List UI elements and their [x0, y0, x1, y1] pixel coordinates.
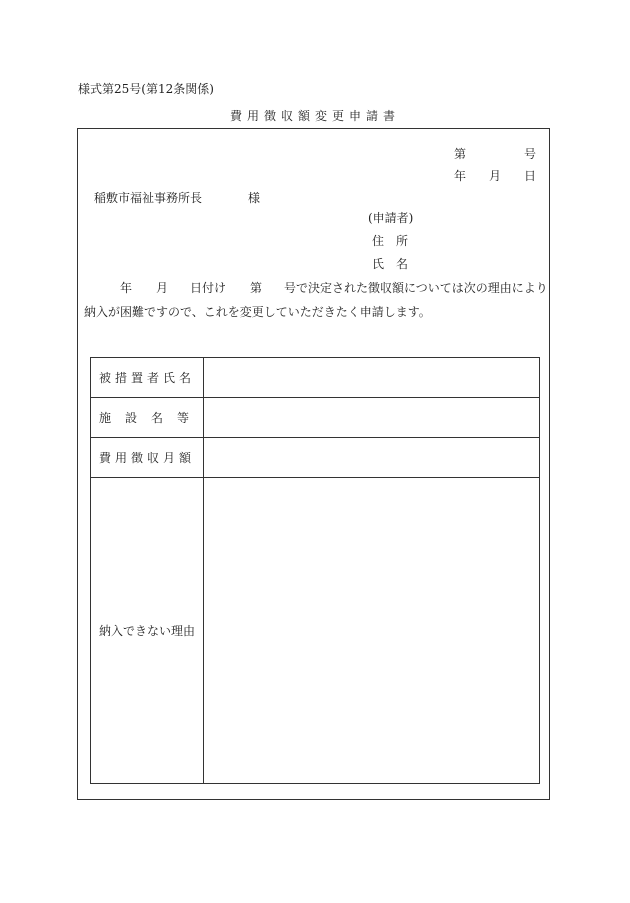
applicant-label: (申請者) [368, 211, 414, 225]
addressee-honorific: 様 [248, 191, 261, 205]
table-row [91, 478, 540, 784]
body-month: 月 [156, 281, 169, 295]
body-year: 年 [120, 281, 133, 295]
table-row [91, 358, 540, 398]
applicant-address-label: 住 所 [372, 234, 409, 248]
table-row [91, 438, 540, 478]
facility-name-field[interactable] [204, 398, 540, 438]
reason-field[interactable] [204, 478, 540, 784]
date-year-label: 年 [454, 169, 467, 183]
details-table [90, 357, 540, 784]
doc-number-dai: 第 [454, 147, 467, 161]
applicant-name-label: 氏 名 [372, 257, 409, 271]
date-day-label: 日 [524, 169, 537, 183]
body-dai: 第 [250, 281, 263, 295]
body-line2: 納入が困難ですので、これを変更していただきたく申請します。 [84, 305, 431, 319]
doc-number-go: 号 [524, 147, 537, 161]
row-label-monthly-fee: 費用徴収月額 [91, 438, 204, 478]
date-month-label: 月 [489, 169, 502, 183]
row-label-facility-name: 施設名等 [91, 398, 204, 438]
recipient-name-field[interactable] [204, 358, 540, 398]
body-dated: 日付け [190, 281, 227, 295]
row-label-recipient-name: 被措置者氏名 [91, 358, 204, 398]
document-title: 費用徴収額変更申請書 [229, 109, 400, 123]
table-row [91, 398, 540, 438]
form-number: 様式第25号(第12条関係) [78, 82, 214, 96]
form-frame [77, 128, 550, 800]
row-label-reason: 納入できない理由 [91, 478, 204, 784]
body-line1-rest: 号で決定された徴収額については次の理由により [284, 281, 548, 295]
monthly-fee-field[interactable] [204, 438, 540, 478]
addressee-name: 稲敷市福祉事務所長 [94, 191, 203, 205]
